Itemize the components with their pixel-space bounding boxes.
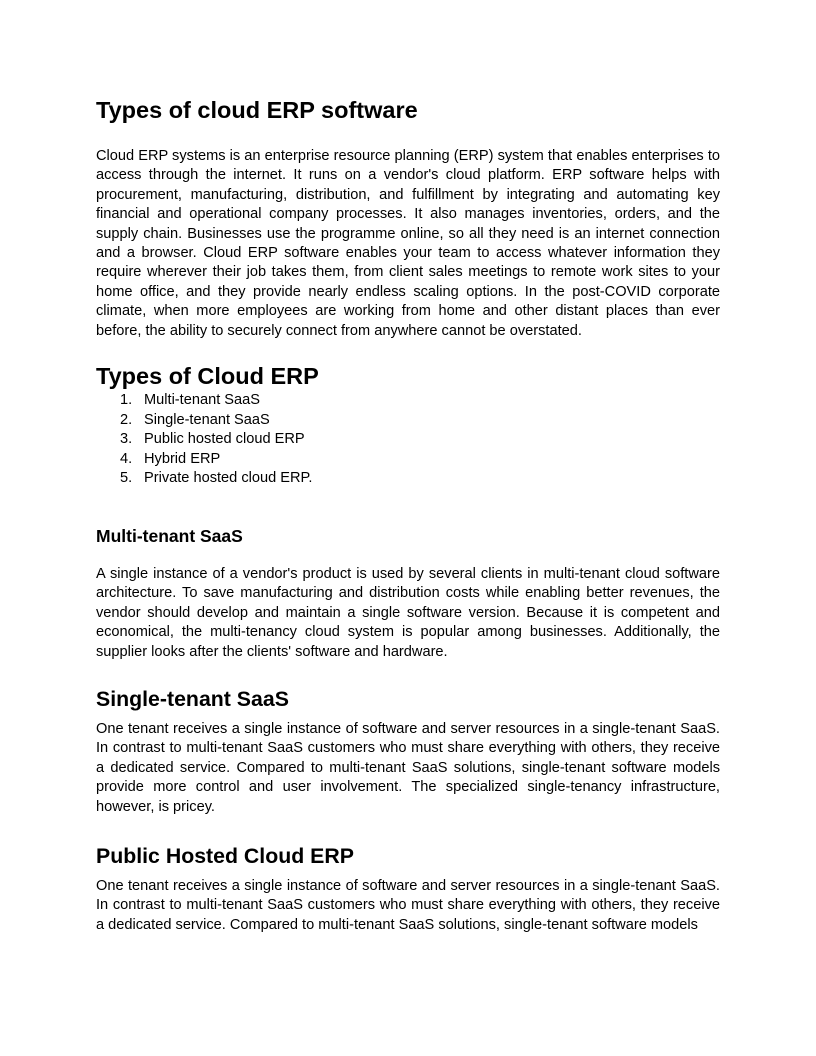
list-item (96, 430, 312, 450)
list-item-label: Single-tenant SaaS (144, 411, 270, 428)
list-number: 2. (120, 411, 133, 428)
list-number: 1. (120, 392, 133, 408)
heading-single-tenant-saas: Single-tenant SaaS (96, 687, 289, 711)
heading-types-of-cloud-erp-software: Types of cloud ERP software (96, 97, 418, 123)
heading-public-hosted-cloud-erp: Public Hosted Cloud ERP (96, 844, 354, 868)
list-number: 3. (120, 431, 133, 448)
list-item (96, 411, 312, 431)
list-item-label: Hybrid ERP (144, 450, 221, 467)
intro-paragraph: Cloud ERP systems is an enterprise resource planning (ERP) system that enables enterprises to access through the internet. It runs on a vendor's cloud platform. ERP software helps with procurement, manufacturing, distribution, and fulfillment by integrating and automating key financial and operational company processes. It also manages inventories, orders, and the supply chain. Businesses use the programme online, so all they need is an internet connection and a browser. Cloud ERP software enables your team to access whatever information they require wherever their job takes them, from client sales meetings to remote work sites to your home office, and they provide nearly endless scaling options. In the post-COVID corporate climate, when more employees are working from home and other distant places than ever before, the ability to securely connect from anywhere cannot be overstated. (96, 148, 720, 339)
public-hosted-paragraph: One tenant receives a single instance of software and server resources in a single-tenant SaaS. In contrast to multi-tenant SaaS customers who must share everything with others, they receive a dedicated service. Compared to multi-tenant SaaS solutions, single-tenant software models (96, 878, 720, 933)
list-item-label: Multi-tenant SaaS (144, 392, 261, 408)
heading-types-of-cloud-erp: Types of Cloud ERP (96, 363, 319, 389)
list-number: 5. (120, 470, 133, 487)
list-item-label: Public hosted cloud ERP (144, 431, 305, 448)
list-item (96, 391, 312, 411)
list-item-label: Private hosted cloud ERP. (144, 470, 313, 487)
single-tenant-paragraph: One tenant receives a single instance of software and server resources in a single-tenant SaaS. In contrast to multi-tenant SaaS customers who must share everything with others, they receive a dedicated service. Compared to multi-tenant SaaS solutions, single-tenant software models provide more control and user involvement. The specialized single-tenancy infrastructure, however, is pricey. (96, 721, 720, 815)
types-list (96, 391, 312, 489)
heading-multi-tenant-saas: Multi-tenant SaaS (96, 526, 243, 546)
list-item (96, 469, 312, 489)
list-number: 4. (120, 450, 133, 467)
multi-tenant-paragraph: A single instance of a vendor's product is used by several clients in multi-tenant cloud software architecture. To save manufacturing and distribution costs while enabling better revenues, the vendor should develop and maintain a single software version. Because it is competent and economical, the multi-tenancy cloud system is popular among businesses. Additionally, the supplier looks after the clients' software and hardware. (96, 566, 720, 660)
list-item (96, 450, 312, 470)
